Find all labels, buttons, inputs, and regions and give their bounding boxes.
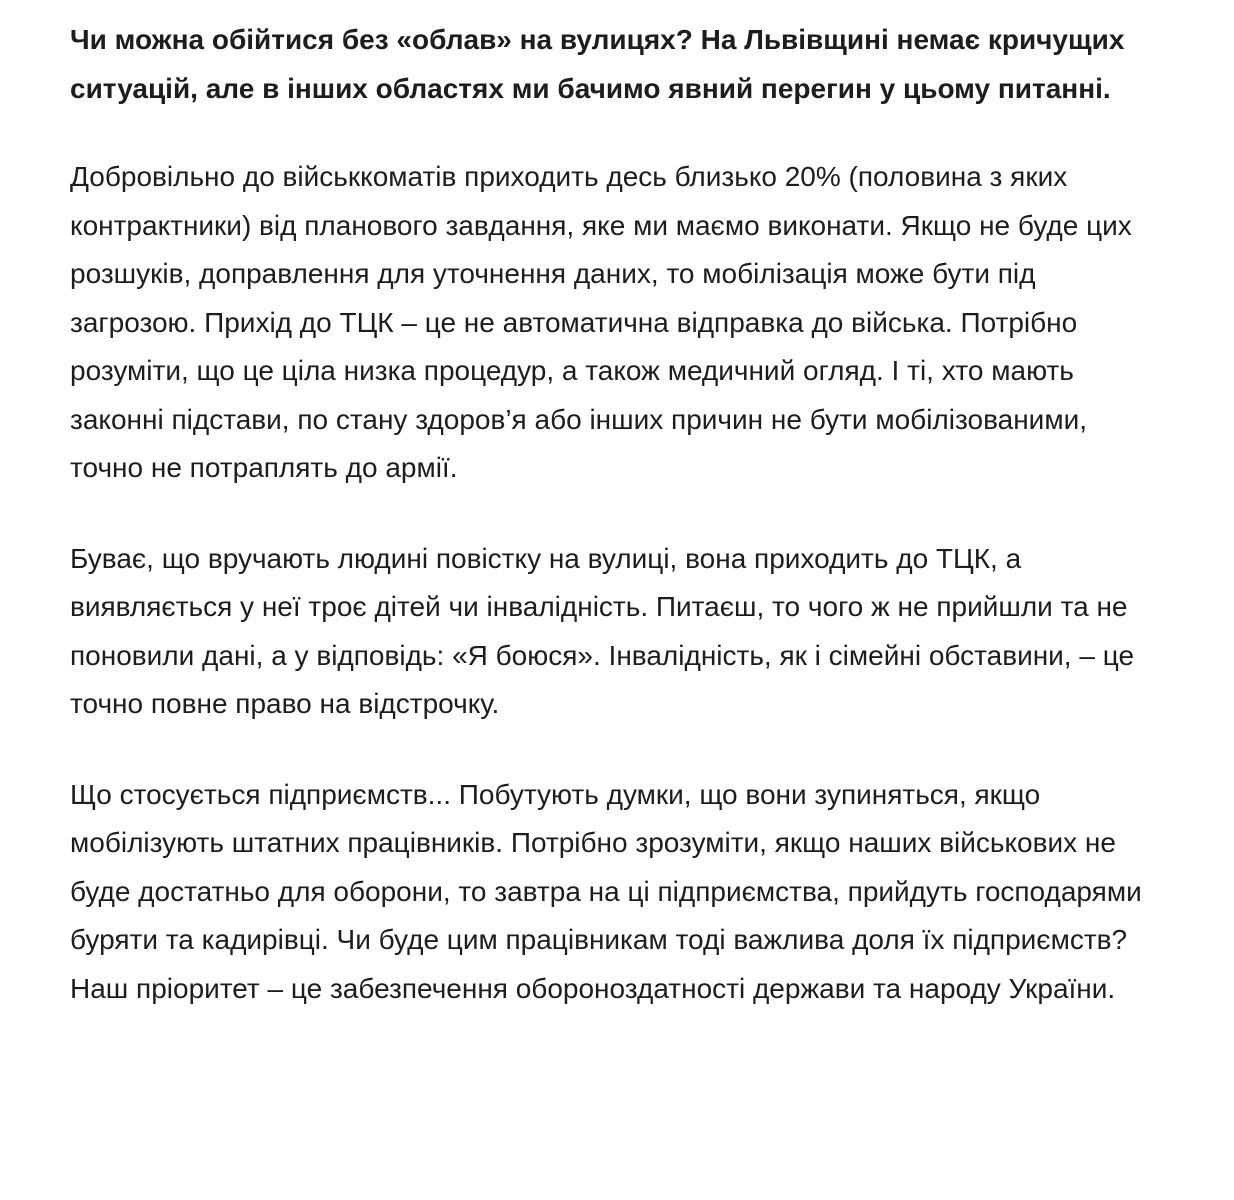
body-paragraph-2: Буває, що вручають людині повістку на вулиці, вона приходить до ТЦК, а виявляється у неї троє дітей чи інвалідність. Питаєш, то чого ж не прийшли та не поновили дані, а у відповідь: «Я боюся». Інвалідність, як і сімейні обставини, – це точно повне право на відстрочку. bbox=[70, 542, 1135, 719]
body-paragraph-3: Що стосується підприємств... Побутують думки, що вони зупиняться, якщо мобілізують штатних працівників. Потрібно зрозуміти, якщо наших військових не буде достатньо для оборони, то завтра на ці підприємства, прийдуть господарями буряти та кадирівці. Чи буде цим працівникам тоді важлива доля їх підприємств? Наш пріоритет – це забезпечення обороноздатності держави та народу України. bbox=[70, 778, 1142, 1004]
lead-paragraph: Чи можна обійтися без «облав» на вулицях? На Львівщині немає кричущих ситуацій, але в інших областях ми бачимо явний перегин у цьому питанні. bbox=[70, 24, 1125, 104]
article-body bbox=[70, 16, 1160, 1013]
body-paragraph-1: Добровільно до військкоматів приходить десь близько 20% (половина з яких контрактники) від планового завдання, яке ми маємо виконати. Якщо не буде цих розшуків, доправлення для уточнення даних, то мобілізація може бути під загрозою. Прихід до ТЦК – це не автоматична відправка до війська. Потрібно розуміти, що це ціла низка процедур, а також медичний огляд. І ті, хто мають законні підстави, по стану здоров’я або інших причин не бути мобілізованими, точно не потраплять до армії. bbox=[70, 161, 1132, 483]
